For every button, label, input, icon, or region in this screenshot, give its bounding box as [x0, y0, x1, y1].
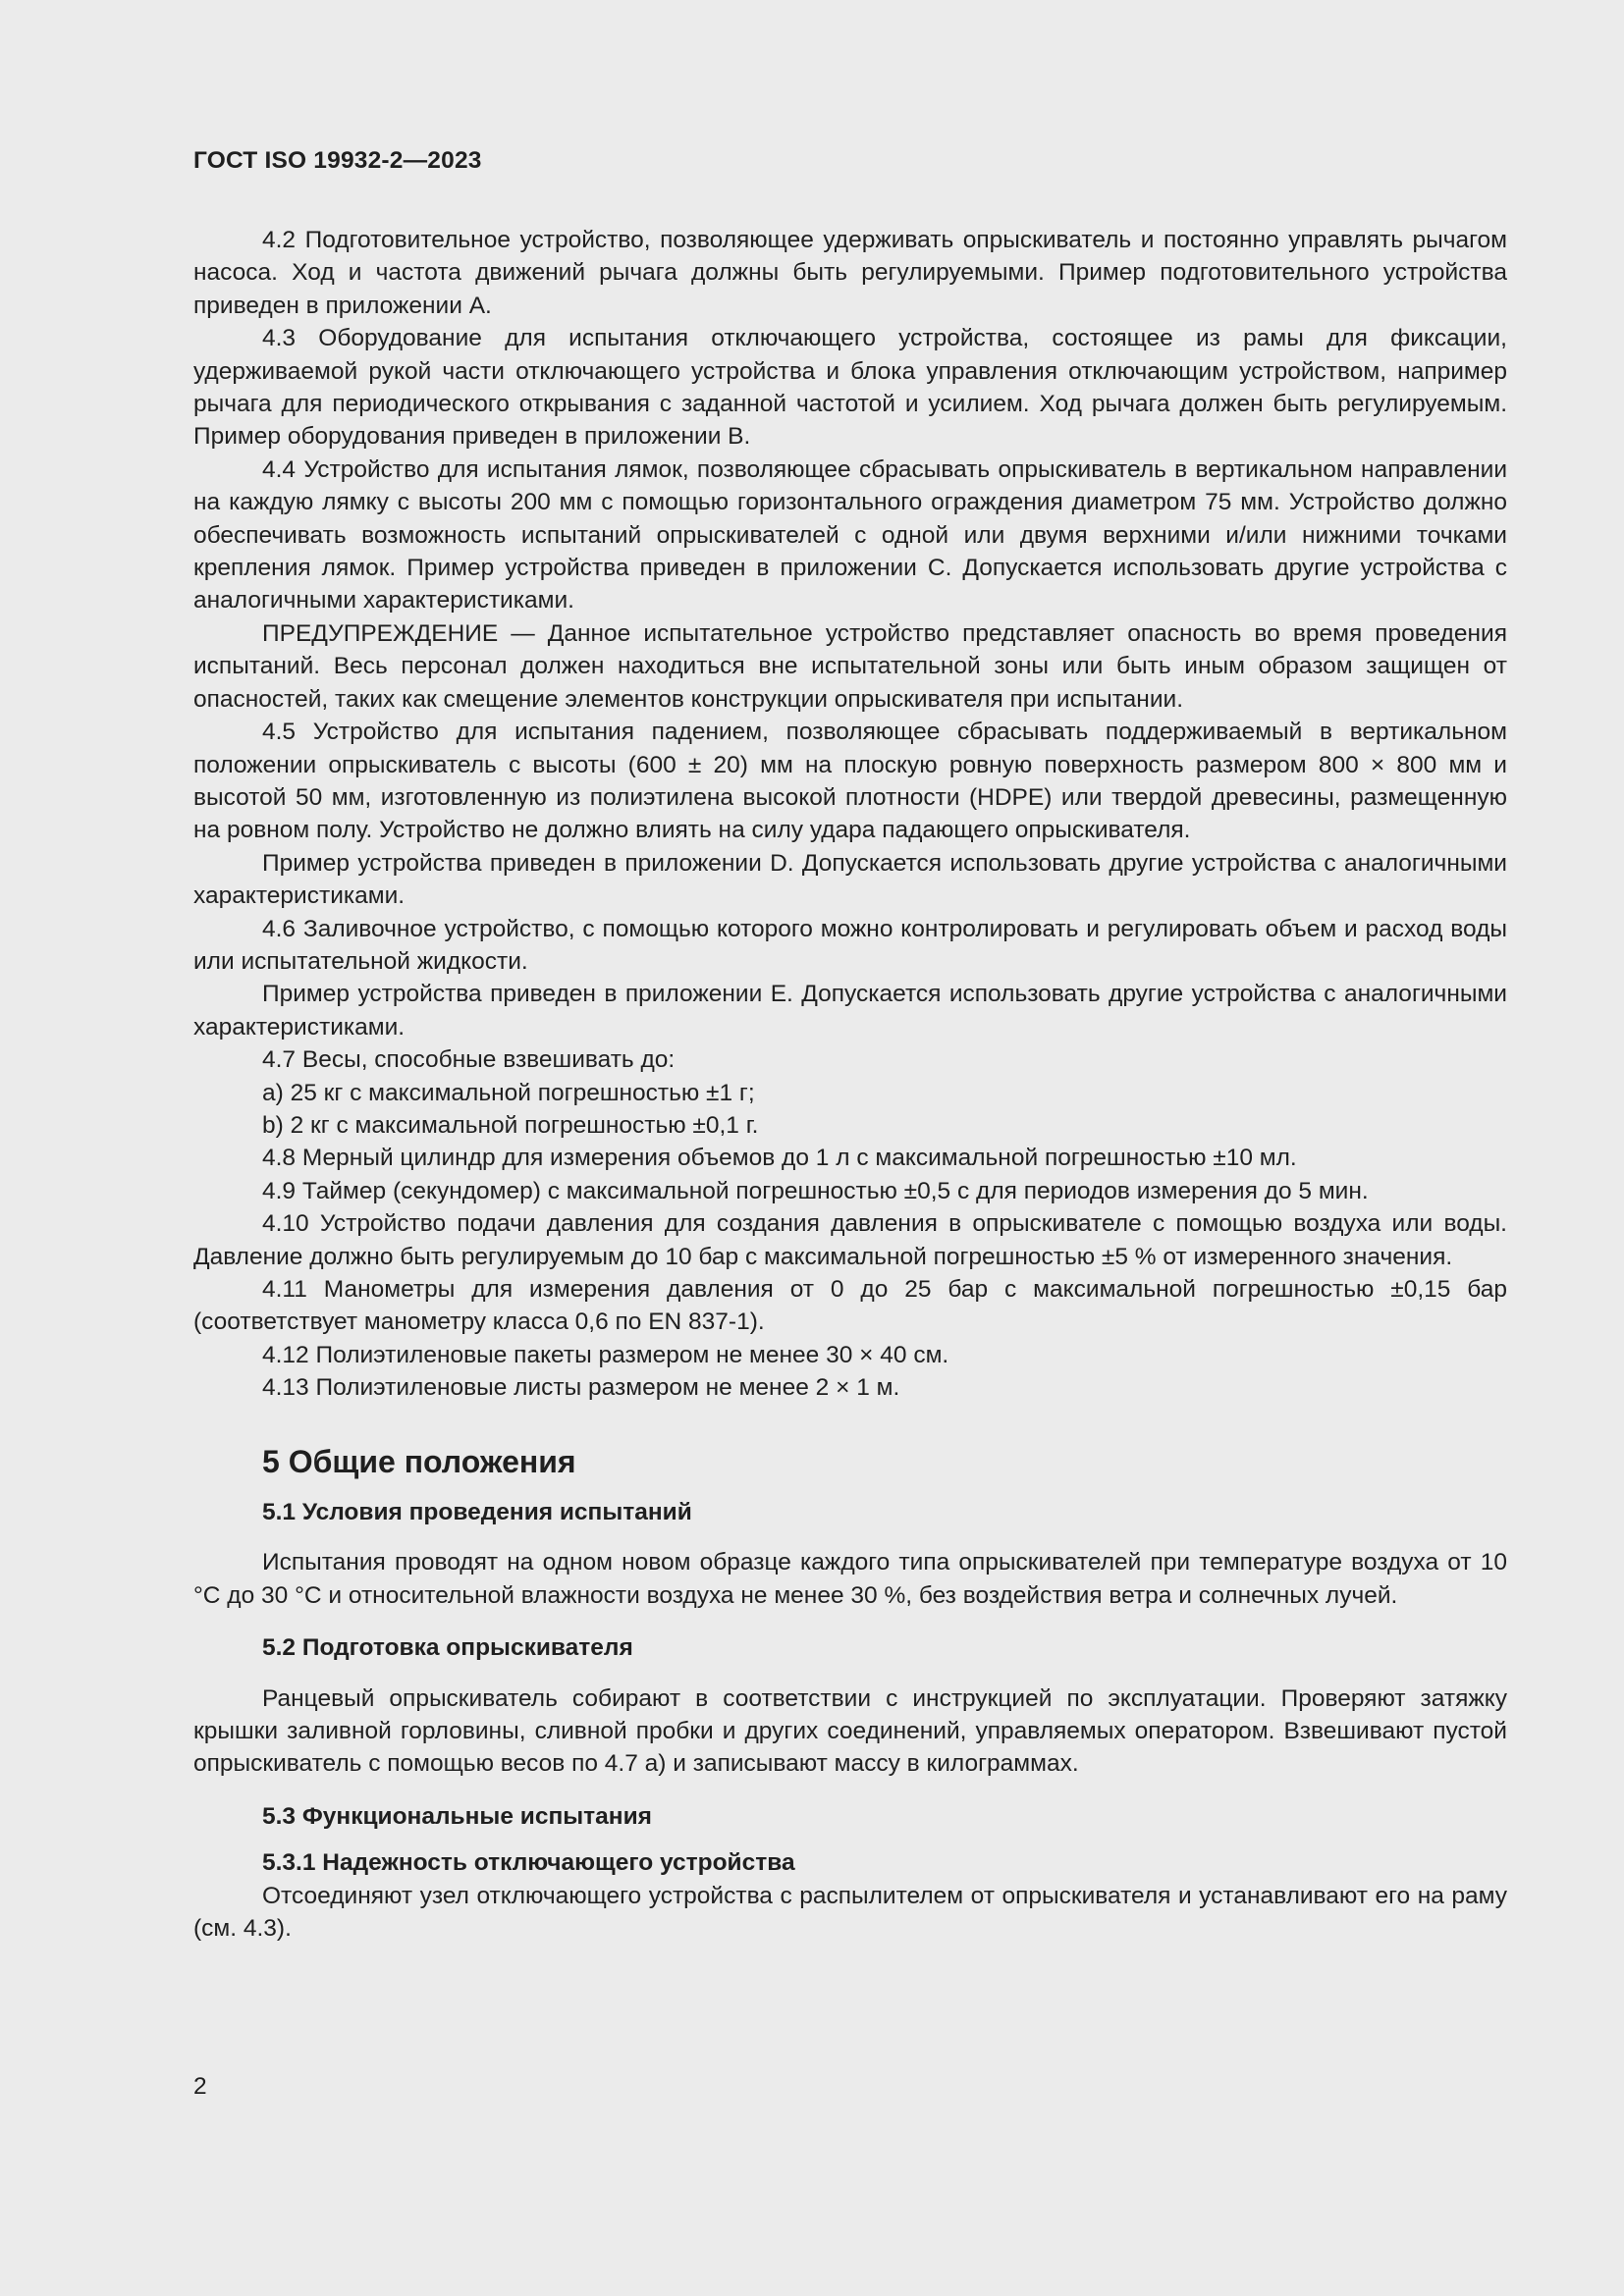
paragraph-4-12: 4.12 Полиэтиленовые пакеты размером не менее 30 × 40 см.: [262, 1341, 949, 1368]
paragraph-4-9: 4.9 Таймер (секундомер) с максимальной погрешностью ±0,5 с для периодов измерения до 5 мин.: [262, 1177, 1369, 1204]
document-header: ГОСТ ISO 19932-2—2023: [193, 147, 482, 174]
paragraph-4-13: 4.13 Полиэтиленовые листы размером не менее 2 × 1 м.: [262, 1374, 900, 1402]
subsection-5-3-heading: 5.3 Функциональные испытания: [262, 1802, 652, 1830]
paragraph-4-6: 4.6 Заливочное устройство, с помощью которого можно контролировать и регулировать объем и расход воды или испытательной жидкости.: [193, 915, 1507, 975]
subsection-5-1-heading: 5.1 Условия проведения испытаний: [262, 1499, 692, 1526]
paragraph-4-4: 4.4 Устройство для испытания лямок, позволяющее сбрасывать опрыскиватель в вертикальном направлении на каждую лямку с высоты 200 мм с помощью горизонтального ограждения диаметром 75 мм. Устройство должно обеспечивать возможность испытаний опрыскивателей с одной или двумя верхними и/или нижними точками крепления лямок. Пример устройства приведен в приложении C. Допускается использовать другие устройства с аналогичными характеристиками.: [193, 455, 1507, 614]
paragraph-4-8: 4.8 Мерный цилиндр для измерения объемов до 1 л с максимальной погрешностью ±10 мл.: [262, 1145, 1297, 1172]
paragraph-4-5: 4.5 Устройство для испытания падением, позволяющее сбрасывать поддерживаемый в вертикальном положении опрыскиватель с высоты (600 ± 20) мм на плоскую ровную поверхность размером 800 × 800 мм и высотой 50 мм, изготовленную из полиэтилена высокой плотности (HDPE) или твердой древесины, размещенную на ровном полу. Устройство не должно влиять на силу удара падающего опрыскивателя.: [193, 719, 1507, 844]
paragraph-4-2: 4.2 Подготовительное устройство, позволяющее удерживать опрыскиватель и постоянно управлять рычагом насоса. Ход и частота движений рычага должны быть регулируемыми. Пример подготовительного устройства приведен в приложении A.: [193, 227, 1507, 319]
paragraph-4-7: 4.7 Весы, способные взвешивать до:: [262, 1046, 676, 1074]
paragraph-4-6-example: Пример устройства приведен в приложении E. Допускается использовать другие устройства с аналогичными характеристиками.: [193, 981, 1507, 1041]
paragraph-4-5-example: Пример устройства приведен в приложении D. Допускается использовать другие устройства с аналогичными характеристиками.: [193, 849, 1507, 910]
paragraph-4-11: 4.11 Манометры для измерения давления от 0 до 25 бар с максимальной погрешностью ±0,15 бар (соответствует манометру класса 0,6 по EN 837-1).: [193, 1276, 1507, 1336]
warning-paragraph: ПРЕДУПРЕЖДЕНИЕ — Данное испытательное устройство представляет опасность во время проведения испытаний. Весь персонал должен находиться вне испытательной зоны или быть иным образом защищен от опасностей, таких как смещение элементов конструкции опрыскивателя при испытании.: [193, 619, 1507, 713]
paragraph-4-10: 4.10 Устройство подачи давления для создания давления в опрыскивателе с помощью воздуха или воды. Давление должно быть регулируемым до 10 бар с максимальной погрешностью ±5 % от измеренного значения.: [193, 1210, 1507, 1270]
paragraph-5-2: Ранцевый опрыскиватель собирают в соответствии с инструкцией по эксплуатации. Проверяют затяжку крышки заливной горловины, сливной пробки и других соединений, управляемых оператором. Взвешивают пустой опрыскиватель с помощью весов по 4.7 a) и записывают массу в килограммах.: [193, 1684, 1507, 1778]
list-item-4-7-a: a) 25 кг с максимальной погрешностью ±1 г;: [262, 1079, 755, 1106]
subsection-5-2-heading: 5.2 Подготовка опрыскивателя: [262, 1634, 633, 1662]
paragraph-4-3: 4.3 Оборудование для испытания отключающего устройства, состоящее из рамы для фиксации, удерживаемой рукой части отключающего устройства и блока управления отключающим устройством, например рычага для периодического открывания с заданной частотой и усилием. Ход рычага должен быть регулируемым. Пример оборудования приведен в приложении B.: [193, 325, 1507, 451]
section-5-heading: 5 Общие положения: [262, 1443, 576, 1479]
paragraph-5-3-1: Отсоединяют узел отключающего устройства с распылителем от опрыскивателя и устанавливают его на раму (см. 4.3).: [193, 1882, 1507, 1943]
page-number: 2: [193, 2073, 207, 2100]
list-item-4-7-b: b) 2 кг с максимальной погрешностью ±0,1 г.: [262, 1111, 759, 1139]
page-body: [193, 224, 1507, 1946]
paragraph-5-1: Испытания проводят на одном новом образце каждого типа опрыскивателей при температуре воздуха от 10 °С до 30 °С и относительной влажности воздуха не менее 30 %, без воздействия ветра и солнечных лучей.: [193, 1549, 1507, 1609]
subsection-5-3-1-heading: 5.3.1 Надежность отключающего устройства: [262, 1849, 795, 1877]
